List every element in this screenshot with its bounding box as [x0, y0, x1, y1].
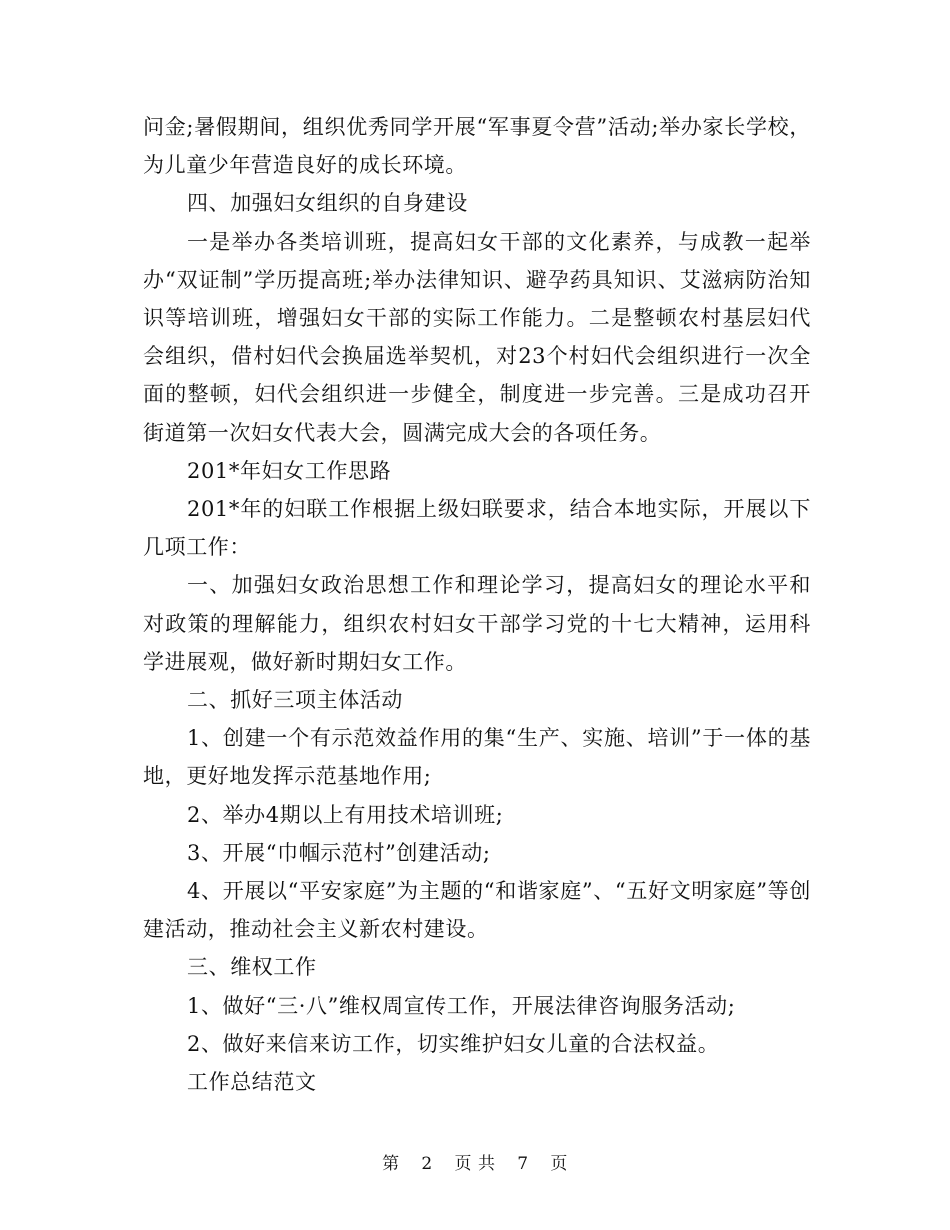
paragraph: 一是举办各类培训班，提高妇女干部的文化素养，与成教一起举办“双证制”学历提高班;举办法律知识、避孕药具知识、艾滋病防治知识等培训班，增强妇女干部的实际工作能力。二是整顿农村基层妇代会组织，借村妇代会换届选举契机，对23个村妇代会组织进行一次全面的整顿，妇代会组织进一步健全，制度进一步完善。三是成功召开街道第一次妇女代表大会，圆满完成大会的各项任务。 — [143, 229, 811, 445]
section-heading: 四、加强妇女组织的自身建设 — [187, 191, 468, 216]
page-footer — [0, 1153, 950, 1175]
page-label-prefix: 第 — [382, 1154, 400, 1174]
section-heading: 工作总结范文 — [187, 1070, 317, 1095]
list-item: 4、开展以“平安家庭”为主题的“和谐家庭”、“五好文明家庭”等创建活动，推动社会主义新农村建设。 — [143, 879, 811, 942]
list-item: 1、创建一个有示范效益作用的集“生产、实施、培训”于一体的基地，更好地发挥示范基地作用; — [143, 726, 811, 789]
list-item: 2、举办4期以上有用技术培训班; — [187, 802, 504, 827]
page-label-mid: 页 共 — [454, 1154, 496, 1174]
total-pages-number: 7 — [517, 1154, 529, 1174]
section-heading: 二、抓好三项主体活动 — [187, 688, 403, 713]
paragraph: 一、加强妇女政治思想工作和理论学习，提高妇女的理论水平和对政策的理解能力，组织农村妇女干部学习党的十七大精神，运用科学进展观，做好新时期妇女工作。 — [143, 573, 811, 674]
section-heading: 201*年妇女工作思路 — [187, 458, 392, 483]
paragraph: 201*年的妇联工作根据上级妇联要求，结合本地实际，开展以下几项工作： — [143, 497, 811, 560]
current-page-number: 2 — [421, 1154, 433, 1174]
paragraph-continuation: 问金;暑假期间，组织优秀同学开展“军事夏令营”活动;举办家长学校，为儿童少年营造良好的成长环境。 — [143, 115, 811, 178]
page-label-suffix: 页 — [550, 1154, 568, 1174]
list-item: 1、做好“三·八”维权周宣传工作，开展法律咨询服务活动; — [187, 993, 736, 1018]
section-heading: 三、维权工作 — [187, 955, 317, 980]
document-body — [143, 108, 811, 1101]
list-item: 2、做好来信来访工作，切实维护妇女儿童的合法权益。 — [187, 1031, 720, 1056]
list-item: 3、开展“巾帼示范村”创建活动; — [187, 840, 491, 865]
